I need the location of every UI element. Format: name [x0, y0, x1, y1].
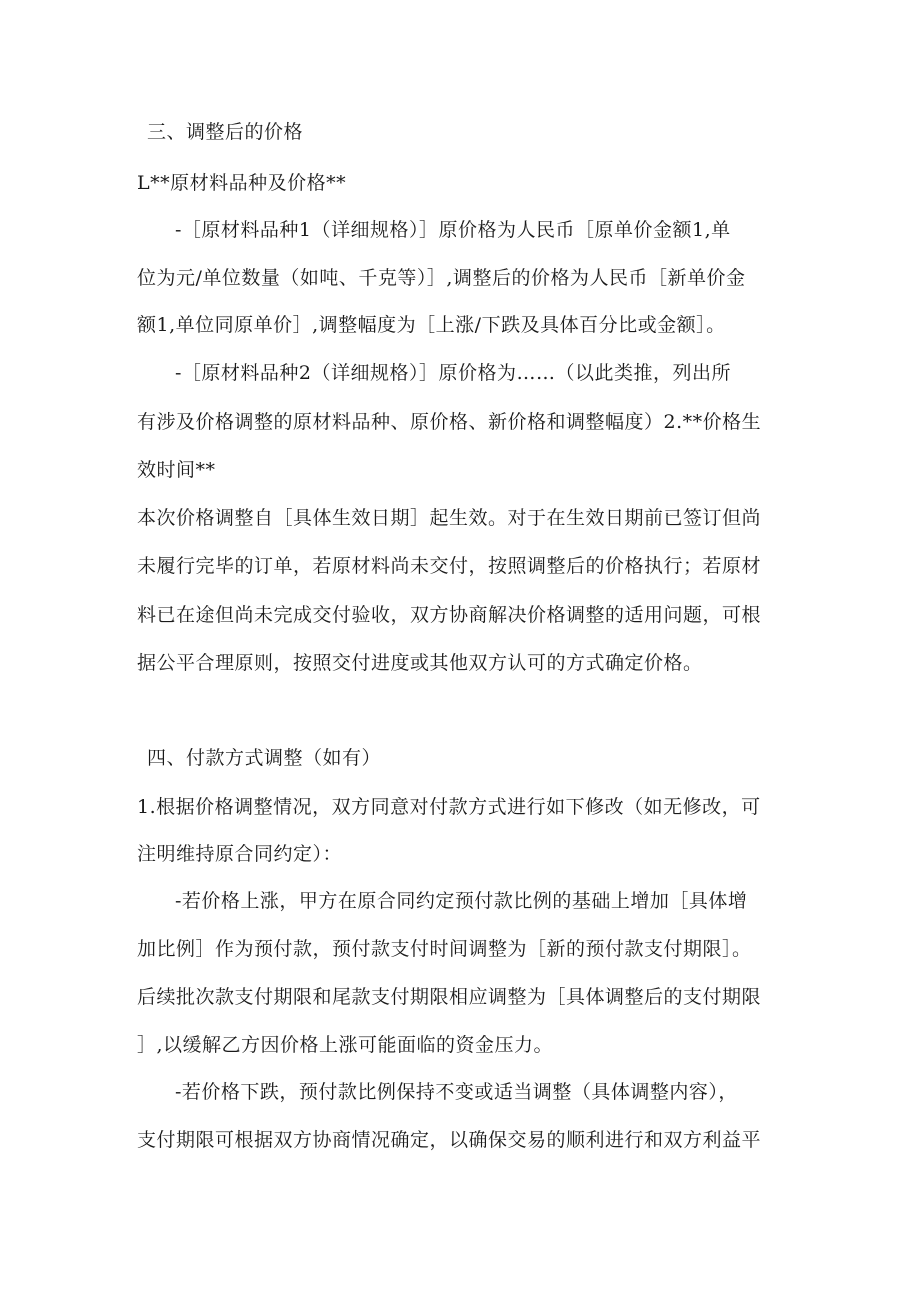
para1-line-1: 1.根据价格调整情况，双方同意对付款方式进行如下修改（如无修改，可 [137, 796, 761, 818]
effective-line-3: 料已在途但尚未完成交付验收，双方协商解决价格调整的适用问题，可根 [137, 604, 762, 626]
section4-heading: 四、付款方式调整（如有） [147, 747, 382, 769]
item2-line-2: 有涉及价格调整的原材料品种、原价格、新价格和调整幅度）2.**价格生 [137, 411, 762, 433]
item1-line-1: -［原材料品种1（详细规格）］原价格为人民币［原单价金额1,单 [175, 219, 731, 241]
section3-heading: 三、调整后的价格 [147, 121, 304, 143]
item1-line-3: 额1,单位同原单价］,调整幅度为［上涨/下跌及具体百分比或金额］。 [137, 314, 726, 336]
rise-line-4: ］,以缓解乙方因价格上涨可能面临的资金压力。 [137, 1034, 554, 1056]
sub1-title: L**原材料品种及价格** [137, 172, 347, 194]
para1-line-2: 注明维持原合同约定）： [137, 843, 343, 865]
item2-line-1: -［原材料品种2（详细规格）］原价格为……（以此类推，列出所 [175, 362, 732, 384]
effective-line-2: 未履行完毕的订单，若原材料尚未交付，按照调整后的价格执行；若原材 [137, 555, 762, 577]
item1-line-2: 位为元/单位数量（如吨、千克等）］,调整后的价格为人民币［新单价金 [137, 267, 746, 289]
fall-line-1: -若价格下跌，预付款比例保持不变或适当调整（具体调整内容）， [175, 1081, 738, 1103]
fall-line-2: 支付期限可根据双方协商情况确定，以确保交易的顺利进行和双方利益平 [137, 1129, 762, 1151]
rise-line-2: 加比例］作为预付款，预付款支付时间调整为［新的预付款支付期限］。 [137, 938, 752, 960]
effective-line-4: 据公平合理原则，按照交付进度或其他双方认可的方式确定价格。 [137, 652, 703, 674]
rise-line-1: -若价格上涨，甲方在原合同约定预付款比例的基础上增加［具体增 [175, 890, 748, 912]
effective-line-1: 本次价格调整自［具体生效日期］起生效。对于在生效日期前已签订但尚 [137, 507, 762, 529]
item2-line-3: 效时间** [137, 459, 216, 481]
rise-line-3: 后续批次款支付期限和尾款支付期限相应调整为［具体调整后的支付期限 [137, 986, 762, 1008]
